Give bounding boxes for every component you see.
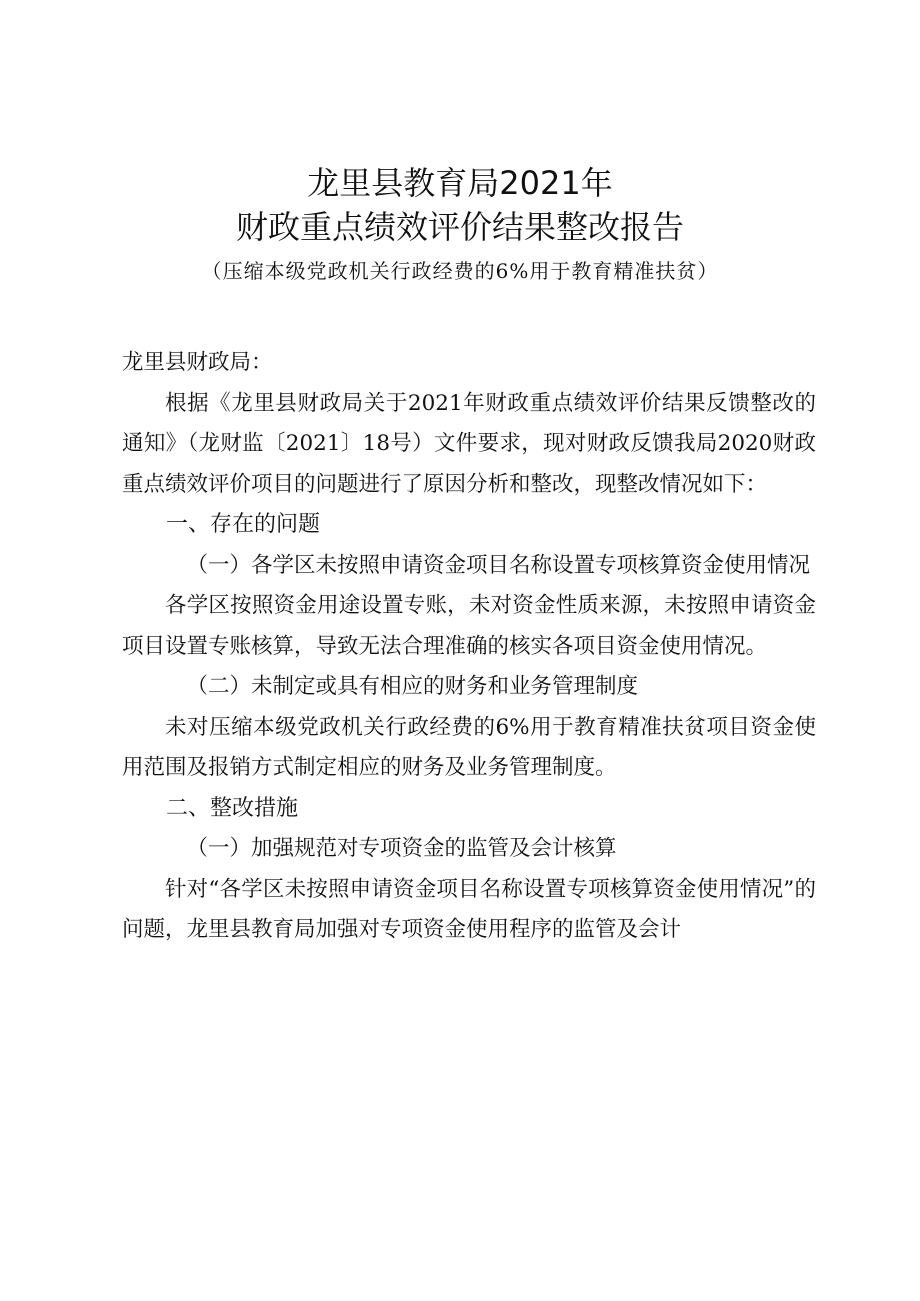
subheading-problem-2: （二）未制定或具有相应的财务和业务管理制度 [186, 674, 639, 699]
paragraph-problem-2: 未对压缩本级党政机关行政经费的6%用于教育精准扶贫项目资金使用范围及报销方式制定相应的财务及业务管理制度。 [122, 714, 816, 780]
paragraph-measure-1: 针对“各学区未按照申请资金项目名称设置专项核算资金使用情况”的问题，龙里县教育局加强对专项资金使用程序的监管及会计 [122, 876, 816, 942]
subheading-problem-1: （一）各学区未按照申请资金项目名称设置专项核算资金使用情况 [186, 552, 811, 578]
salutation: 龙里县财政局： [122, 350, 273, 375]
section-heading-measures: 二、整改措施 [166, 795, 299, 821]
document-title-line1: 龙里县教育局2021年 [307, 164, 613, 202]
document-title-line2: 财政重点绩效评价结果整改报告 [235, 208, 684, 246]
paragraph-problem-1: 各学区按照资金用途设置专账，未对资金性质来源，未按照申请资金项目设置专账核算，导致无法合理准确的核实各项目资金使用情况。 [122, 593, 816, 659]
intro-paragraph: 根据《龙里县财政局关于2021年财政重点绩效评价结果反馈整改的通知》（龙财监〔2021〕18号）文件要求，现对财政反馈我局2020财政重点绩效评价项目的问题进行了原因分析和整改，现整改情况如下： [122, 390, 816, 497]
subheading-measure-1: （一）加强规范对专项资金的监管及会计核算 [186, 836, 617, 861]
section-heading-problems: 一、存在的问题 [166, 512, 321, 537]
document-body [122, 343, 816, 951]
document-subtitle: （压缩本级党政机关行政经费的6%用于教育精准扶贫） [201, 259, 719, 283]
